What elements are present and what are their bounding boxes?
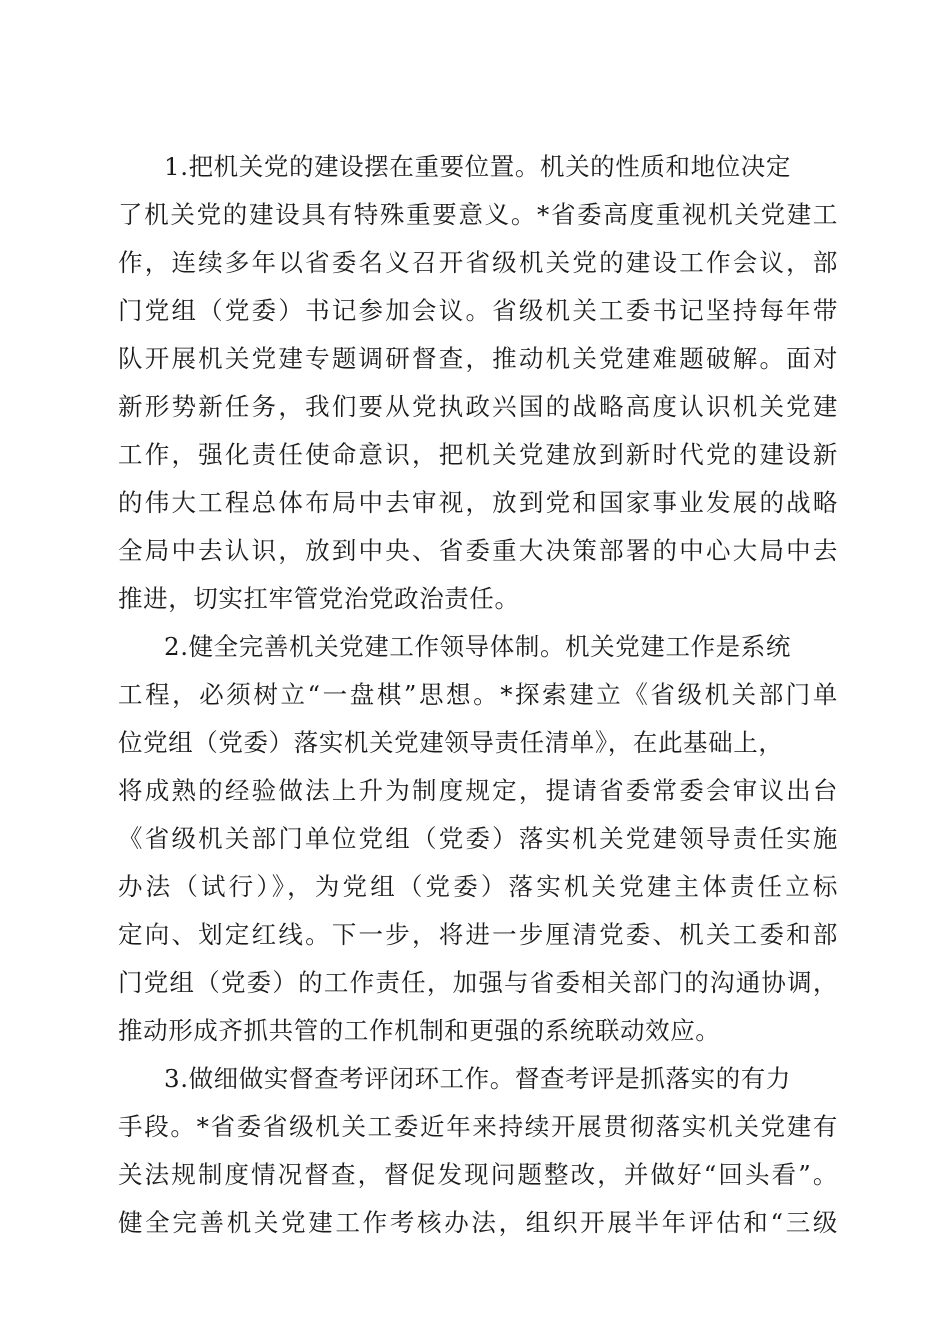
text-line: 新形势新任务，我们要从党执政兴国的战略高度认识机关党建 [118,392,838,421]
text-line: 工作，强化责任使命意识，把机关党建放到新时代党的建设新 [118,440,838,469]
text-line: 作，连续多年以省委名义召开省级机关党的建设工作会议，部 [118,248,838,277]
text-line: 位党组（党委）落实机关党建领导责任清单》，在此基础上， [118,728,784,757]
text-line: 了机关党的建设具有特殊重要意义。*省委高度重视机关党建工 [118,200,838,229]
text-line: 的伟大工程总体布局中去审视，放到党和国家事业发展的战略 [118,488,838,517]
text-line: 3.做细做实督查考评闭环工作。督查考评是抓落实的有力 [164,1064,791,1093]
text-line: 1.把机关党的建设摆在重要位置。机关的性质和地位决定 [164,152,791,181]
text-line: 将成熟的经验做法上升为制度规定，提请省委常委会审议出台 [118,776,838,805]
paragraph-2 [118,623,838,1055]
text-line: 《省级机关部门单位党组（党委）落实机关党建领导责任实施 [118,824,838,853]
text-line: 定向、划定红线。下一步，将进一步厘清党委、机关工委和部 [118,920,838,949]
text-line: 推进，切实扛牢管党治党政治责任。 [118,584,520,613]
text-line: 全局中去认识，放到中央、省委重大决策部署的中心大局中去 [118,536,838,565]
paragraph-3 [118,1055,838,1247]
text-line: 工程，必须树立“一盘棋”思想。*探索建立《省级机关部门单 [118,680,838,709]
text-line: 办法（试行）》，为党组（党委）落实机关党建主体责任立标 [118,872,838,901]
paragraph-1 [118,143,838,623]
text-line: 关法规制度情况督查，督促发现问题整改，并做好“回头看”。 [118,1160,838,1189]
text-line: 门党组（党委）书记参加会议。省级机关工委书记坚持每年带 [118,296,838,325]
document-body [118,143,838,1247]
text-line: 门党组（党委）的工作责任，加强与省委相关部门的沟通协调， [118,968,838,997]
text-line: 队开展机关党建专题调研督查，推动机关党建难题破解。面对 [118,344,838,373]
text-line: 2.健全完善机关党建工作领导体制。机关党建工作是系统 [164,632,791,661]
text-line: 推动形成齐抓共管的工作机制和更强的系统联动效应。 [118,1016,721,1045]
text-line: 手段。*省委省级机关工委近年来持续开展贯彻落实机关党建有 [118,1112,838,1141]
text-line: 健全完善机关党建工作考核办法，组织开展半年评估和“三级 [118,1208,838,1237]
